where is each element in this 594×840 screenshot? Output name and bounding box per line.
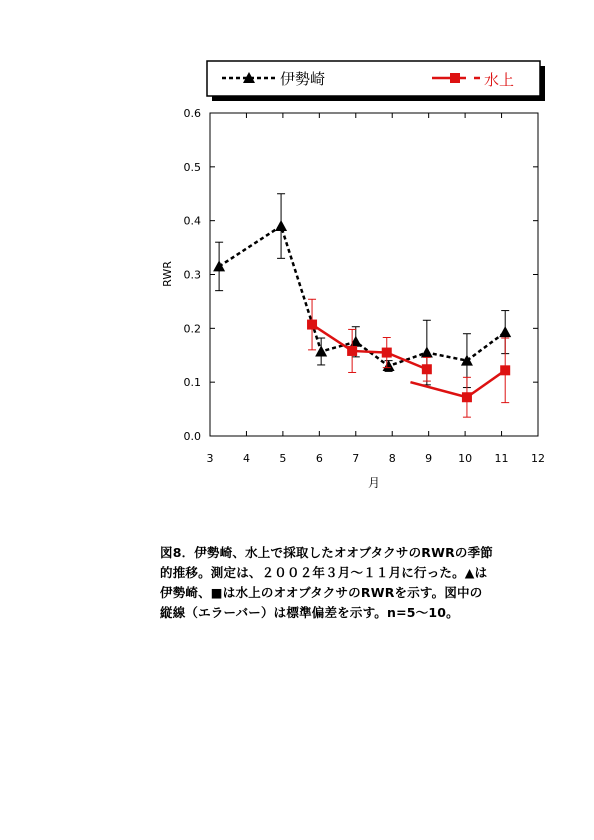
data-point — [382, 348, 392, 358]
legend — [207, 61, 545, 101]
y-axis-label: RWR — [161, 261, 174, 287]
x-tick-label: 12 — [531, 452, 545, 465]
series-line — [219, 226, 505, 366]
y-tick-label: 0.6 — [183, 107, 201, 120]
x-tick-label: 3 — [206, 452, 214, 465]
figure-caption — [160, 543, 560, 623]
x-tick-label: 9 — [425, 452, 433, 465]
plot-frame — [210, 113, 538, 436]
caption-line: 伊勢崎、■は水上のオオブタクサのRWRを示す。図中の — [160, 585, 483, 600]
series-line — [467, 370, 505, 397]
y-tick-label: 0.3 — [183, 268, 201, 282]
series-isesaki — [213, 194, 511, 388]
legend-marker-minakami — [450, 73, 460, 83]
x-tick-label: 6 — [315, 452, 323, 465]
x-tick-label: 10 — [458, 452, 473, 465]
data-point — [421, 347, 433, 358]
data-point — [315, 345, 327, 356]
y-tick-label: 0.5 — [183, 160, 201, 174]
data-point — [422, 364, 432, 374]
data-point — [275, 220, 287, 231]
data-point — [347, 346, 357, 356]
x-axis-label: 月 — [367, 476, 381, 490]
legend-label-minakami: 水上 — [484, 71, 515, 89]
y-tick-label: 0.0 — [183, 430, 201, 443]
y-tick-label: 0.2 — [183, 322, 201, 336]
series-line — [312, 325, 427, 370]
data-point — [500, 365, 510, 375]
x-tick-label: 7 — [352, 452, 360, 465]
y-tick-label: 0.4 — [183, 214, 201, 228]
x-tick-label: 11 — [494, 452, 509, 465]
caption-line: 図8．伊勢崎、水上で採取したオオブタクサのRWRの季節 — [160, 545, 494, 560]
x-tick-label: 5 — [279, 452, 287, 465]
data-point — [462, 392, 472, 402]
y-tick-label: 0.1 — [183, 376, 201, 390]
x-tick-label: 8 — [388, 452, 396, 465]
x-tick-label: 4 — [242, 452, 250, 465]
caption-line: 的推移。測定は、２００２年３月～１１月に行った。▲は — [160, 565, 488, 580]
data-point — [213, 260, 225, 271]
data-point — [499, 326, 511, 337]
data-point — [350, 336, 362, 347]
caption-line: 縦線（エラーバー）は標準偏差を示す。n=5～10。 — [160, 605, 459, 620]
legend-label-isesaki: 伊勢崎 — [280, 70, 326, 88]
series-line — [410, 382, 466, 397]
data-point — [307, 320, 317, 330]
